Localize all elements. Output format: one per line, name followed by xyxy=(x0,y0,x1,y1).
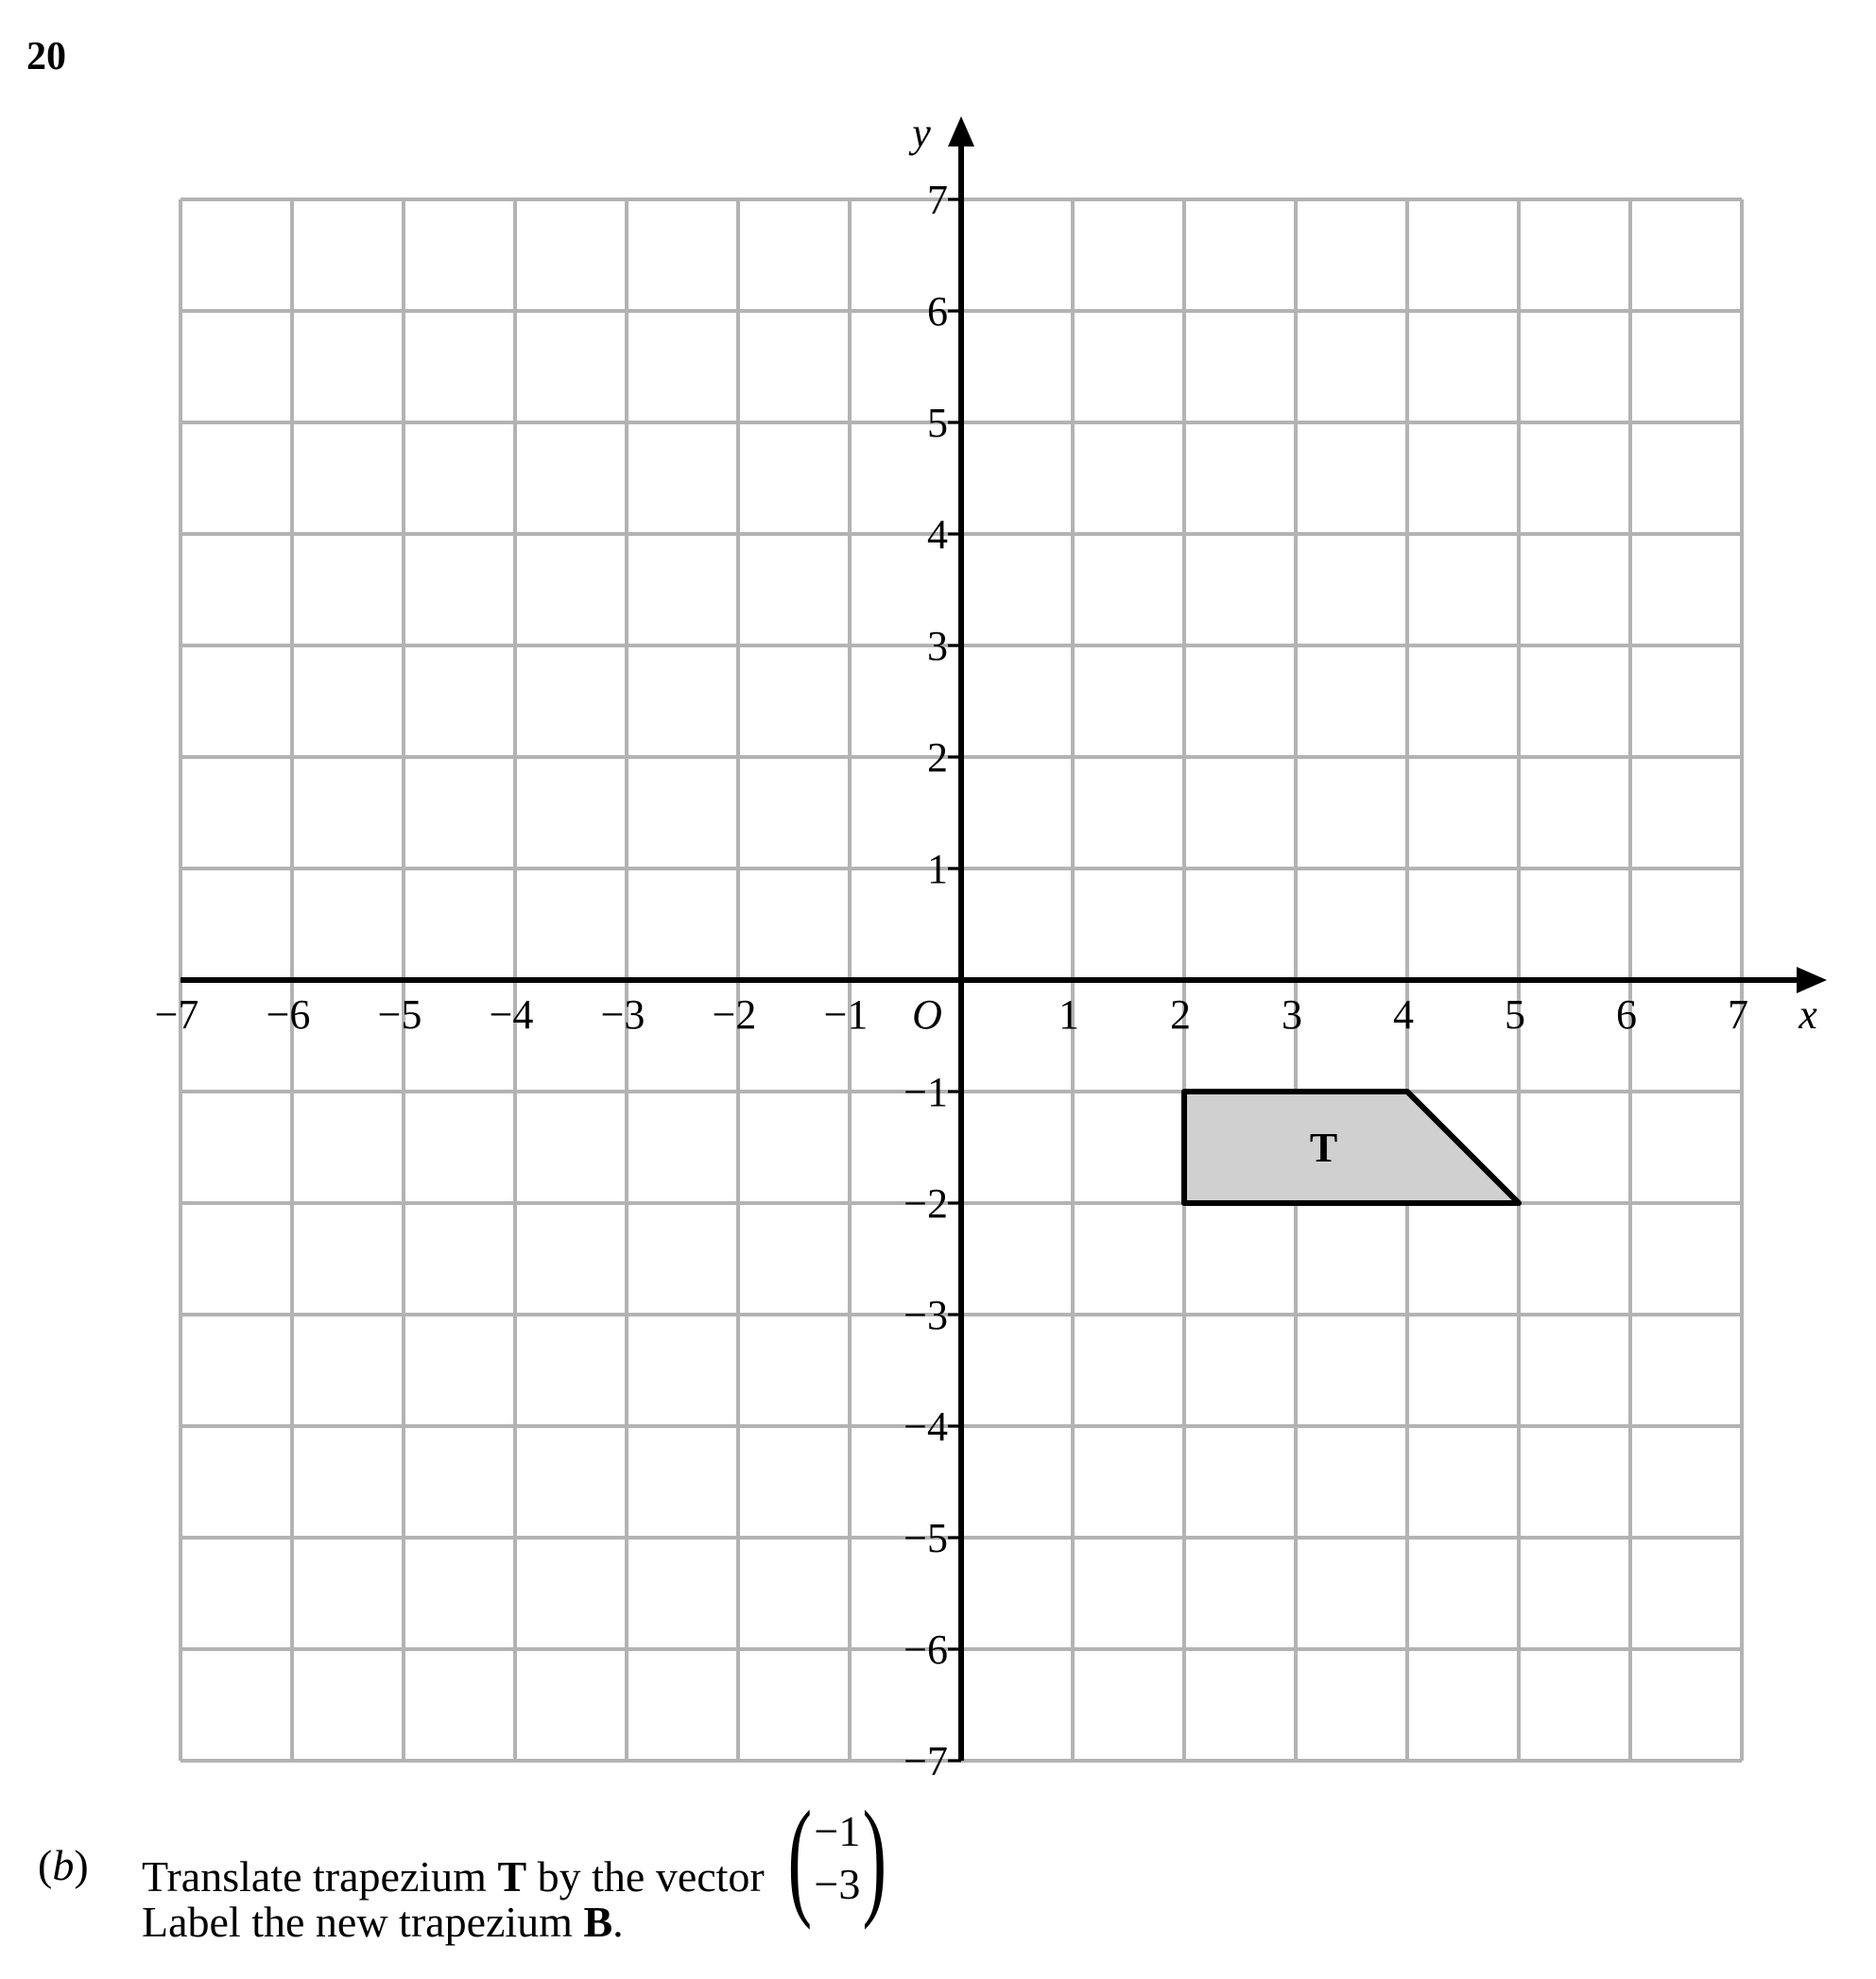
x-tick-label: 7 xyxy=(1728,991,1748,1038)
x-axis-label: x xyxy=(1799,991,1817,1038)
axes-layer xyxy=(181,116,1827,1761)
x-tick-label: −5 xyxy=(377,991,422,1038)
y-tick-label: 6 xyxy=(927,288,948,335)
y-tick-label: −1 xyxy=(904,1069,948,1115)
right-paren: ) xyxy=(862,1784,887,1931)
x-tick-label: 3 xyxy=(1282,991,1302,1038)
y-tick-label: −3 xyxy=(904,1292,948,1338)
vector-bottom-entry: −3 xyxy=(814,1860,861,1908)
x-tick-label: −7 xyxy=(154,991,199,1038)
y-tick-label: −2 xyxy=(904,1180,948,1227)
y-tick-label: 1 xyxy=(927,846,948,892)
instruction-line-2-prefix: Label the new trapezium xyxy=(142,1898,584,1946)
x-tick-label: 6 xyxy=(1616,991,1637,1038)
y-axis-label: y xyxy=(912,110,931,156)
y-tick-label: 4 xyxy=(927,511,948,558)
left-paren: ( xyxy=(787,1784,812,1931)
y-tick-label: −6 xyxy=(904,1626,948,1673)
x-tick-label: 5 xyxy=(1505,991,1525,1038)
x-tick-label: 4 xyxy=(1393,991,1414,1038)
x-tick-label: −1 xyxy=(823,991,869,1038)
x-tick-label: −6 xyxy=(266,991,311,1038)
y-tick-label: −4 xyxy=(904,1403,948,1450)
y-tick-label: −5 xyxy=(904,1515,948,1561)
instruction-line-2-suffix: . xyxy=(612,1898,624,1946)
x-tick-label: 2 xyxy=(1170,991,1191,1038)
x-tick-label: 1 xyxy=(1058,991,1079,1038)
shapes-layer xyxy=(1184,1092,1519,1203)
shape-name-t: T xyxy=(497,1852,527,1901)
x-tick-label: −4 xyxy=(489,991,534,1038)
y-axis-arrowhead xyxy=(948,116,974,146)
vector-entries xyxy=(814,1805,860,1911)
x-tick-label: −3 xyxy=(600,991,645,1038)
question-number: 20 xyxy=(26,35,66,78)
y-tick-label: 7 xyxy=(927,177,948,223)
y-tick-label: −7 xyxy=(904,1738,948,1784)
column-vector xyxy=(778,1784,897,1931)
part-label: (b) xyxy=(38,1841,89,1889)
shape-label: T xyxy=(1309,1125,1338,1171)
trapezium-t xyxy=(1184,1092,1519,1203)
shape-name-b: B xyxy=(583,1898,613,1946)
y-tick-label: 3 xyxy=(927,623,948,669)
x-tick-label: −2 xyxy=(712,991,757,1038)
instruction-line-1-suffix: by the vector xyxy=(526,1852,765,1901)
instruction-line-1-prefix: Translate trapezium xyxy=(142,1852,498,1901)
y-tick-label: 5 xyxy=(927,400,948,446)
origin-label: O xyxy=(912,991,942,1038)
vector-top-entry: −1 xyxy=(814,1807,861,1855)
y-tick-label: 2 xyxy=(927,734,948,781)
x-axis-arrowhead xyxy=(1797,967,1827,993)
question-part-b xyxy=(38,1784,897,1949)
instructions xyxy=(142,1784,897,1949)
